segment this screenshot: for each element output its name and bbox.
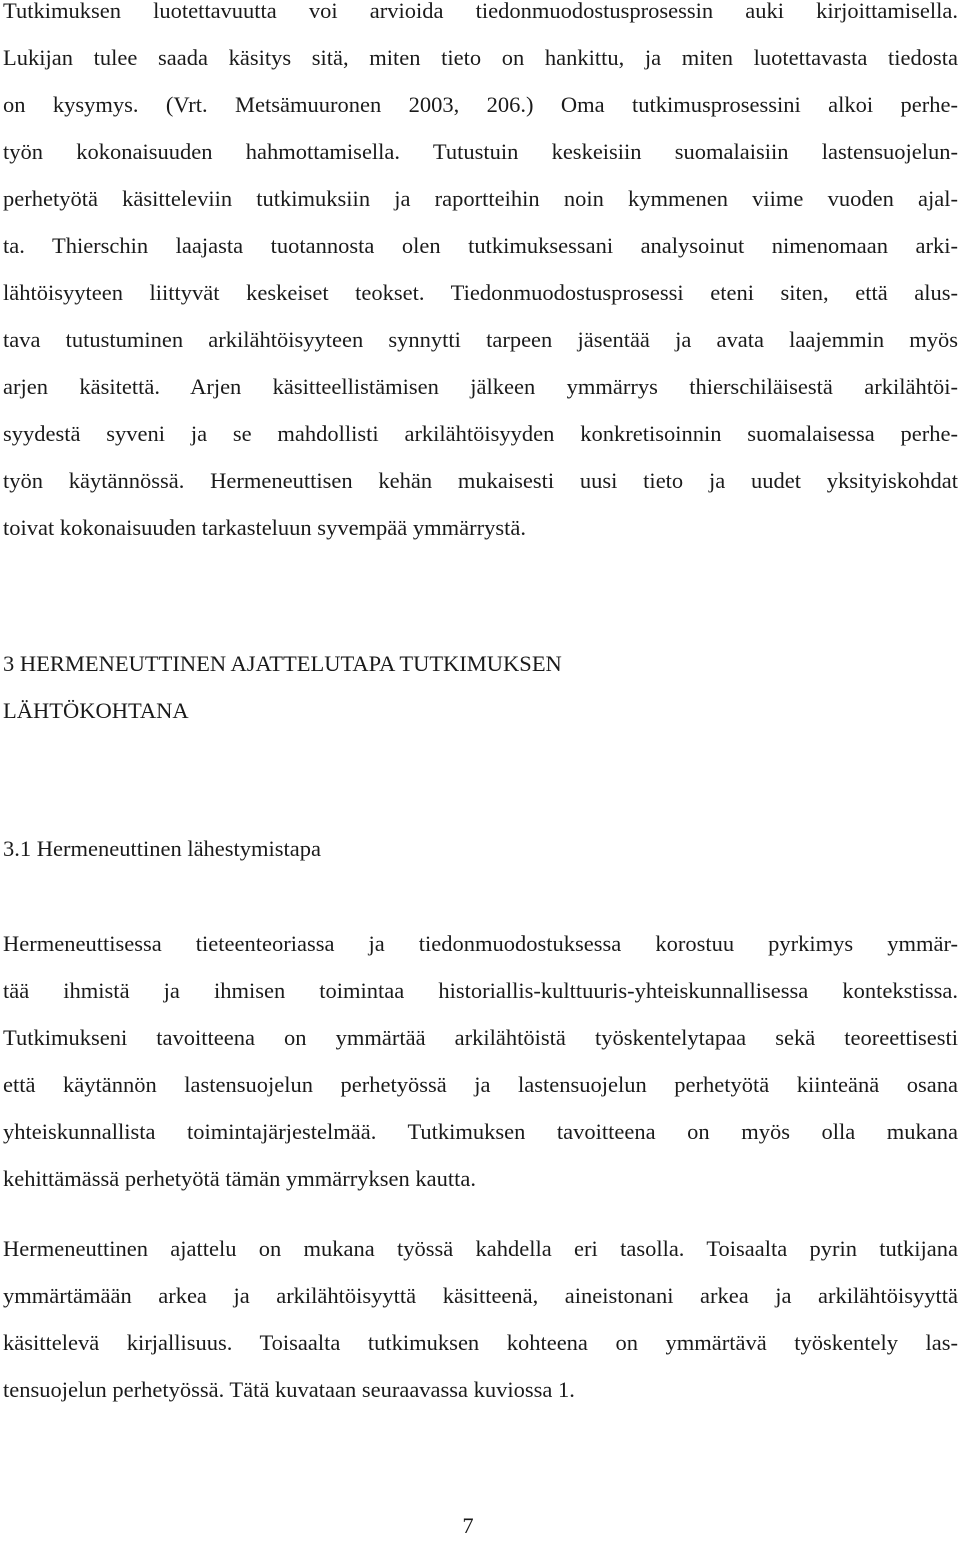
paragraph-line: että käytännön lastensuojelun perhetyössä ja lastensuojelun perhetyötä kiinteänä osana (3, 1072, 958, 1097)
paragraph-line: tensuojelun perhetyössä. Tätä kuvataan seuraavassa kuviossa 1. (3, 1377, 575, 1402)
paragraph-line: Lukijan tulee saada käsitys sitä, miten tieto on hankittu, ja miten luotettavasta tiedosta (3, 45, 958, 70)
chapter-heading-line: 3 HERMENEUTTINEN AJATTELUTAPA TUTKIMUKSEN (3, 651, 562, 676)
paragraph-line: Hermeneuttinen ajattelu on mukana työssä kahdella eri tasolla. Toisaalta pyrin tutkijana (3, 1236, 958, 1261)
paragraph-line: Hermeneuttisessa tieteenteoriassa ja tiedonmuodostuksessa korostuu pyrkimys ymmär- (3, 931, 958, 956)
paragraph-line: lähtöisyyteen liittyvät keskeiset teokset. Tiedonmuodostusprosessi eteni siten, että alus- (3, 280, 958, 305)
paragraph-line: toivat kokonaisuuden tarkasteluun syvempää ymmärrystä. (3, 515, 526, 540)
paragraph-line: ymmärtämään arkea ja arkilähtöisyyttä käsitteenä, aineistonani arkea ja arkilähtöisyyttä (3, 1283, 958, 1308)
chapter-heading-line: LÄHTÖKOHTANA (3, 698, 189, 723)
paragraph-line: Tutkimuksen luotettavuutta voi arvioida tiedonmuodostusprosessin auki kirjoittamisella. (3, 0, 958, 23)
paragraph-line: työn kokonaisuuden hahmottamisella. Tutustuin keskeisiin suomalaisiin lastensuojelun- (3, 139, 958, 164)
paragraph-line: on kysymys. (Vrt. Metsämuuronen 2003, 206.) Oma tutkimusprosessini alkoi perhe- (3, 92, 958, 117)
paragraph-line: yhteiskunnallista toimintajärjestelmää. Tutkimuksen tavoitteena on myös olla mukana (3, 1119, 958, 1144)
section-heading: 3.1 Hermeneuttinen lähestymistapa (3, 836, 322, 861)
paragraph-line: tava tutustuminen arkilähtöisyyteen synnytti tarpeen jäsentää ja avata laajemmin myös (3, 327, 958, 352)
paragraph-line: käsittelevä kirjallisuus. Toisaalta tutkimuksen kohteena on ymmärtävä työskentely las- (3, 1330, 958, 1355)
paragraph-line: syydestä syveni ja se mahdollisti arkilähtöisyyden konkretisoinnin suomalaisessa perhe- (3, 421, 958, 446)
paragraph-line: ta. Thierschin laajasta tuotannosta olen tutkimuksessani analysoinut nimenomaan arki- (3, 233, 958, 258)
paragraph-line: arjen käsitettä. Arjen käsitteellistämisen jälkeen ymmärrys thierschiläisestä arkilähtöi- (3, 374, 958, 399)
paragraph-line: kehittämässä perhetyötä tämän ymmärryksen kautta. (3, 1166, 476, 1191)
paragraph-line: työn käytännössä. Hermeneuttisen kehän mukaisesti uusi tieto ja uudet yksityiskohdat (3, 468, 958, 493)
paragraph-line: Tutkimukseni tavoitteena on ymmärtää arkilähtöistä työskentelytapaa sekä teoreettisesti (3, 1025, 958, 1050)
paragraph-line: perhetyötä käsitteleviin tutkimuksiin ja raportteihin noin kymmenen viime vuoden ajal- (3, 186, 958, 211)
page-number: 7 (462, 1513, 474, 1538)
paragraph-line: tää ihmistä ja ihmisen toimintaa historiallis-kulttuuris-yhteiskunnallisessa kontekstissa. (3, 978, 958, 1003)
